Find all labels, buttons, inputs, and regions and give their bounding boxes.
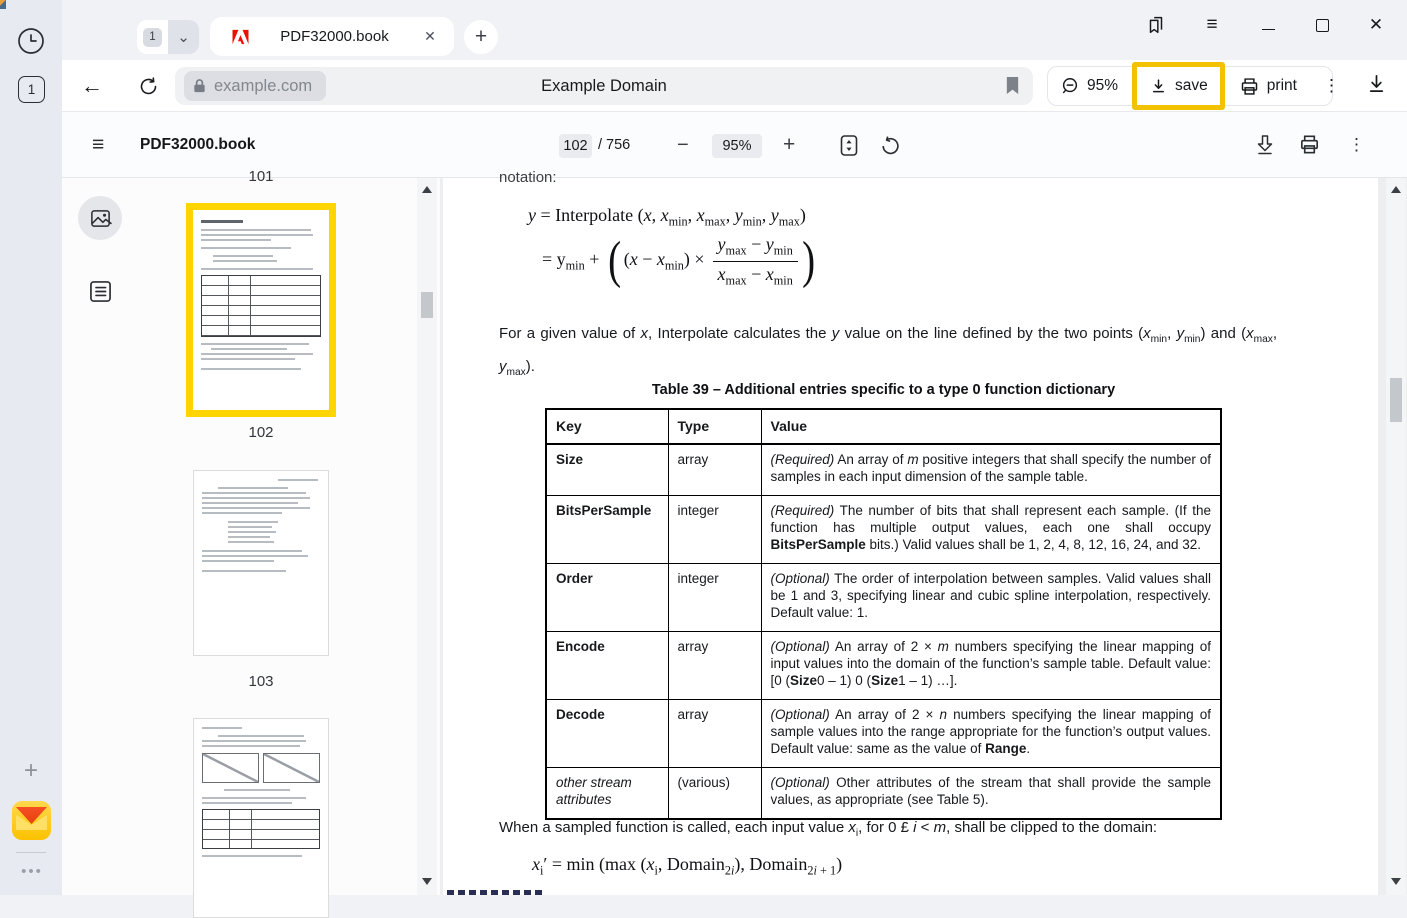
thumb-label-101: 101 bbox=[248, 168, 274, 185]
table-header-row bbox=[546, 409, 1221, 444]
save-button[interactable] bbox=[1132, 62, 1225, 110]
lock-icon bbox=[192, 78, 207, 94]
table-body bbox=[546, 444, 1221, 819]
header-key: Key bbox=[546, 409, 668, 444]
adobe-icon bbox=[232, 29, 249, 45]
side-rail bbox=[0, 0, 62, 895]
thumb-label-103: 103 bbox=[248, 673, 274, 690]
corner-art bbox=[0, 0, 6, 9]
bookmark-icon[interactable] bbox=[1004, 75, 1021, 96]
more-apps-button[interactable]: ••• bbox=[21, 863, 43, 880]
history-icon[interactable] bbox=[17, 27, 45, 55]
pdf-doc-title: PDF32000.book bbox=[140, 136, 256, 153]
zoom-indicator[interactable] bbox=[1048, 67, 1130, 105]
browser-toolbar bbox=[62, 60, 1407, 112]
table-39 bbox=[545, 408, 1222, 820]
interpolate-formula-line2 bbox=[542, 231, 817, 289]
main-scroll-up-icon[interactable] bbox=[1391, 186, 1401, 193]
table-row: Size array (Required) An array of m positive integers that shall specify the number of samples in each input dimension of the sample table. bbox=[546, 444, 1221, 496]
page-total: / 756 bbox=[598, 137, 631, 153]
save-label: save bbox=[1175, 77, 1208, 94]
menu-icon[interactable]: ≡ bbox=[1206, 14, 1218, 35]
interpolate-formula-line1: y = Interpolate (x, $x_{min}$, $x_{max}$, $y_{min}$, $y_{max}$) bbox=[528, 205, 806, 229]
header-value: Value bbox=[761, 409, 1221, 444]
tab-strip bbox=[62, 0, 1407, 60]
clipped-paragraph-bottom bbox=[447, 890, 543, 895]
rail-divider bbox=[16, 852, 46, 853]
main-scroll-down-icon[interactable] bbox=[1391, 878, 1401, 885]
tab-close-icon[interactable]: ✕ bbox=[424, 28, 436, 44]
print-label: print bbox=[1266, 77, 1297, 94]
table-row: Order integer (Optional) The order of interpolation between samples. Valid values shall be 1 and 3, specifying linear and cubic spline interpolation, respectively. Default value: 1. bbox=[546, 564, 1221, 632]
table-row: Decode array (Optional) An array of 2 × n numbers specifying the linear mapping of sample values into the range appropriate for the function’s output values. Default value: same as the value of Range. bbox=[546, 700, 1221, 768]
rotate-icon[interactable] bbox=[879, 135, 901, 157]
save-download-icon bbox=[1149, 77, 1168, 96]
mini-figure bbox=[202, 753, 320, 783]
paragraph-interpolate: For a given value of x, Interpolate calculates the y value on the line defined by the two points ($x_{min}$, $y_{min}$) and ($x_{max}$, $y_{max}$). bbox=[499, 325, 1277, 378]
print-button[interactable] bbox=[1227, 67, 1309, 105]
pdf-kebab-icon[interactable]: ⋮ bbox=[1348, 135, 1365, 154]
mini-table bbox=[202, 809, 320, 849]
thumbnails-view-button[interactable] bbox=[78, 196, 122, 240]
collections-icon[interactable] bbox=[1143, 12, 1169, 38]
tab-group-chevron[interactable] bbox=[168, 20, 199, 54]
outline-view-button[interactable] bbox=[87, 278, 114, 305]
thumbnail-panel bbox=[62, 168, 440, 895]
zoom-value: 95% bbox=[1087, 77, 1119, 94]
maximize-button[interactable] bbox=[1309, 12, 1335, 38]
page-title: Example Domain bbox=[541, 76, 667, 95]
pdf-download-icon[interactable] bbox=[1254, 133, 1276, 157]
pdf-print-icon[interactable] bbox=[1298, 133, 1321, 156]
main-scroll-thumb[interactable] bbox=[1390, 378, 1402, 422]
printer-icon bbox=[1239, 76, 1260, 97]
new-tab-button[interactable]: + bbox=[464, 20, 498, 54]
scroll-down-icon[interactable] bbox=[422, 878, 432, 885]
header-type: Type bbox=[668, 409, 761, 444]
formula-term: $(x - x_{min})$ × bbox=[623, 248, 705, 273]
pdf-viewer bbox=[440, 169, 1407, 895]
tab-group-count[interactable] bbox=[137, 20, 168, 54]
chevron-down-icon: ⌄ bbox=[177, 29, 190, 46]
tab-title: PDF32000.book bbox=[280, 28, 389, 45]
address-bar[interactable] bbox=[175, 67, 1033, 105]
tab-count-badge[interactable]: 1 bbox=[18, 76, 45, 103]
downloads-icon[interactable] bbox=[1365, 72, 1388, 95]
mini-heading bbox=[201, 220, 243, 223]
fit-page-icon[interactable] bbox=[837, 133, 861, 158]
thumbnail-page-103[interactable] bbox=[193, 470, 329, 656]
close-button[interactable]: ✕ bbox=[1368, 15, 1384, 34]
domain-text: example.com bbox=[214, 76, 313, 95]
main-scrollbar[interactable] bbox=[1386, 178, 1406, 895]
table-row: Encode array (Optional) An array of 2 × m numbers specifying the linear mapping of input values into the domain of the function’s sample table. Default value: [0 (Size0 – 1) 0 (Size1 – 1) …]. bbox=[546, 632, 1221, 700]
zoom-out-button[interactable]: − bbox=[677, 134, 689, 156]
toolbar-actions-group bbox=[1047, 66, 1340, 106]
reload-icon[interactable] bbox=[135, 73, 161, 99]
zoom-magnifier-icon bbox=[1060, 76, 1080, 96]
formula-prefix: = $y_{min}$ + bbox=[542, 248, 600, 273]
table-row: BitsPerSample integer (Required) The number of bits that shall represent each sample. (If the function has multiple output values, each one shall occupy BitsPerSample bits.) Valid values shall be 1, 2, 4, 8, 12, 16, 24, and 32. bbox=[546, 496, 1221, 564]
pdf-zoom-level[interactable]: 95% bbox=[712, 134, 762, 158]
clipped-paragraph-top: notation: bbox=[499, 169, 557, 186]
toolbar-kebab-icon[interactable]: ⋮ bbox=[1322, 76, 1340, 95]
thumbnail-scroll-thumb[interactable] bbox=[421, 292, 433, 318]
thumb-label-102: 102 bbox=[248, 424, 274, 441]
fraction-denominator: $x_{max} - x_{min}$ bbox=[717, 263, 793, 288]
thumbnail-page-102[interactable] bbox=[186, 203, 336, 417]
minimize-button[interactable] bbox=[1255, 12, 1281, 38]
tab-group-control[interactable] bbox=[137, 20, 199, 54]
paragraph-clip: When a sampled function is called, each input value $x_i$, for 0 £ i < m, shall be clipped to the domain: bbox=[499, 819, 1158, 839]
mail-app-icon[interactable] bbox=[12, 801, 51, 840]
clip-formula: $x_i' = \min (\max$ ($x_i$, Domain$_{2i}$), Domain$_{2i + 1}$) bbox=[532, 854, 843, 878]
pdf-menu-icon[interactable]: ≡ bbox=[92, 133, 105, 156]
fraction bbox=[713, 234, 798, 288]
table-row: other stream attributes (various) (Optional) Other attributes of the stream that shall provide the sample values, as appropriate (see Table 5). bbox=[546, 768, 1221, 820]
pdf-page bbox=[443, 169, 1378, 895]
zoom-in-button[interactable]: + bbox=[783, 133, 796, 156]
tab-group-label: 1 bbox=[143, 28, 162, 47]
table-39-title: Table 39 – Additional entries specific to a type 0 function dictionary bbox=[651, 382, 1116, 398]
tab-pdf32000[interactable] bbox=[210, 17, 454, 56]
mini-table bbox=[201, 275, 321, 337]
thumbnail-page-104[interactable] bbox=[193, 718, 329, 918]
thumbnail-scrollbar[interactable] bbox=[417, 178, 437, 895]
open-paren: ( bbox=[608, 231, 622, 289]
page-number-input[interactable]: 102 bbox=[559, 134, 592, 158]
scroll-up-icon[interactable] bbox=[422, 186, 432, 193]
close-paren: ) bbox=[801, 231, 815, 289]
add-panel-button[interactable]: + bbox=[23, 757, 38, 784]
back-icon[interactable]: ← bbox=[81, 73, 103, 98]
fraction-numerator: $y_{max} - y_{min}$ bbox=[713, 234, 798, 262]
domain-chip[interactable] bbox=[184, 71, 326, 101]
